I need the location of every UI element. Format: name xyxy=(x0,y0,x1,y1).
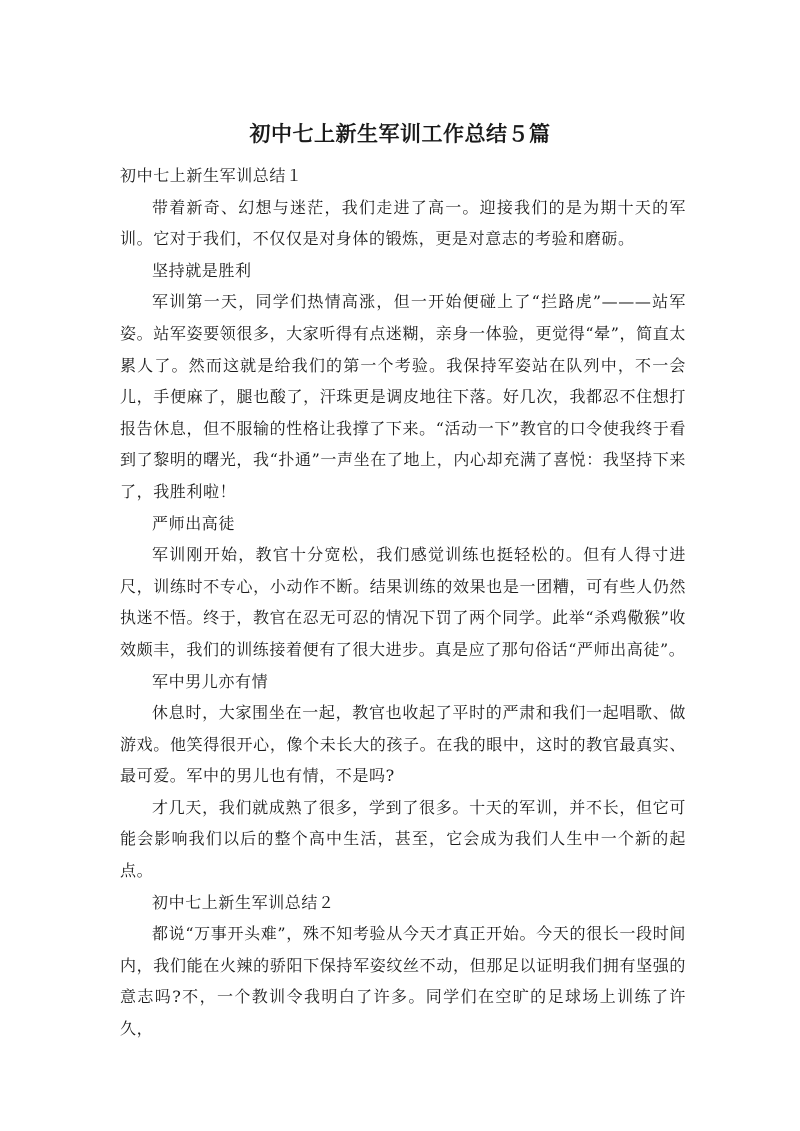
body-paragraph: 军训刚开始，教官十分宽松，我们感觉训练也挺轻松的。但有人得寸进尺，训练时不专心，小动作不断。结果训练的效果也是一团糟，可有些人仍然执迷不悟。终于，教官在忍无可忍的情况下罚了两个同学。此举“杀鸡儆猴”收效颇丰，我们的训练接着便有了很大进步。真是应了那句俗话“严师出高徒”。 xyxy=(120,545,686,659)
subheading: 严师出高徒 xyxy=(152,513,236,533)
section-heading: 初中七上新生军训总结１ xyxy=(120,166,303,185)
body-paragraph: 都说“万事开头难”，殊不知考验从今天才真正开始。今天的很长一段时间内，我们能在火辣的骄阳下保持军姿纹丝不动，但那足以证明我们拥有坚强的意志吗?不，一个教训令我明白了许多。同学们在空旷的足球场上训练了许久， xyxy=(120,924,686,1039)
body-paragraph: 军训第一天，同学们热情高涨，但一开始便碰上了“拦路虎”———站军姿。站军姿要领很多，大家听得有点迷糊，亲身一体验，更觉得“晕”，简直太累人了。然而这就是给我们的第一个考验。我保持军姿站在队列中，不一会儿，手便麻了，腿也酸了，汗珠更是调皮地往下落。好几次，我都忍不住想打报告休息，但不服输的性格让我撑了下来。“活动一下”教官的口令使我终于看到了黎明的曙光，我“扑通”一声坐在了地上，内心却充满了喜悦：我坚持下来了，我胜利啦！ xyxy=(120,292,686,501)
body-paragraph: 带着新奇、幻想与迷茫，我们走进了高一。迎接我们的是为期十天的军训。它对于我们，不仅仅是对身体的锻炼，更是对意志的考验和磨砺。 xyxy=(120,197,686,249)
body-paragraph: 才几天，我们就成熟了很多，学到了很多。十天的军训，并不长，但它可能会影响我们以后的整个高中生活，甚至，它会成为我们人生中一个新的起点。 xyxy=(120,797,686,881)
section-heading: 初中七上新生军训总结２ xyxy=(152,892,335,912)
subheading: 坚持就是胜利 xyxy=(152,260,252,280)
subheading: 军中男儿亦有情 xyxy=(152,671,269,691)
document-title: 初中七上新生军训工作总结５篇 xyxy=(249,122,551,146)
body-paragraph: 休息时，大家围坐在一起，教官也收起了平时的严肃和我们一起唱歌、做游戏。他笑得很开心，像个未长大的孩子。在我的眼中，这时的教官最真实、最可爱。军中的男儿也有情，不是吗? xyxy=(120,703,686,786)
document-body xyxy=(120,160,686,1045)
